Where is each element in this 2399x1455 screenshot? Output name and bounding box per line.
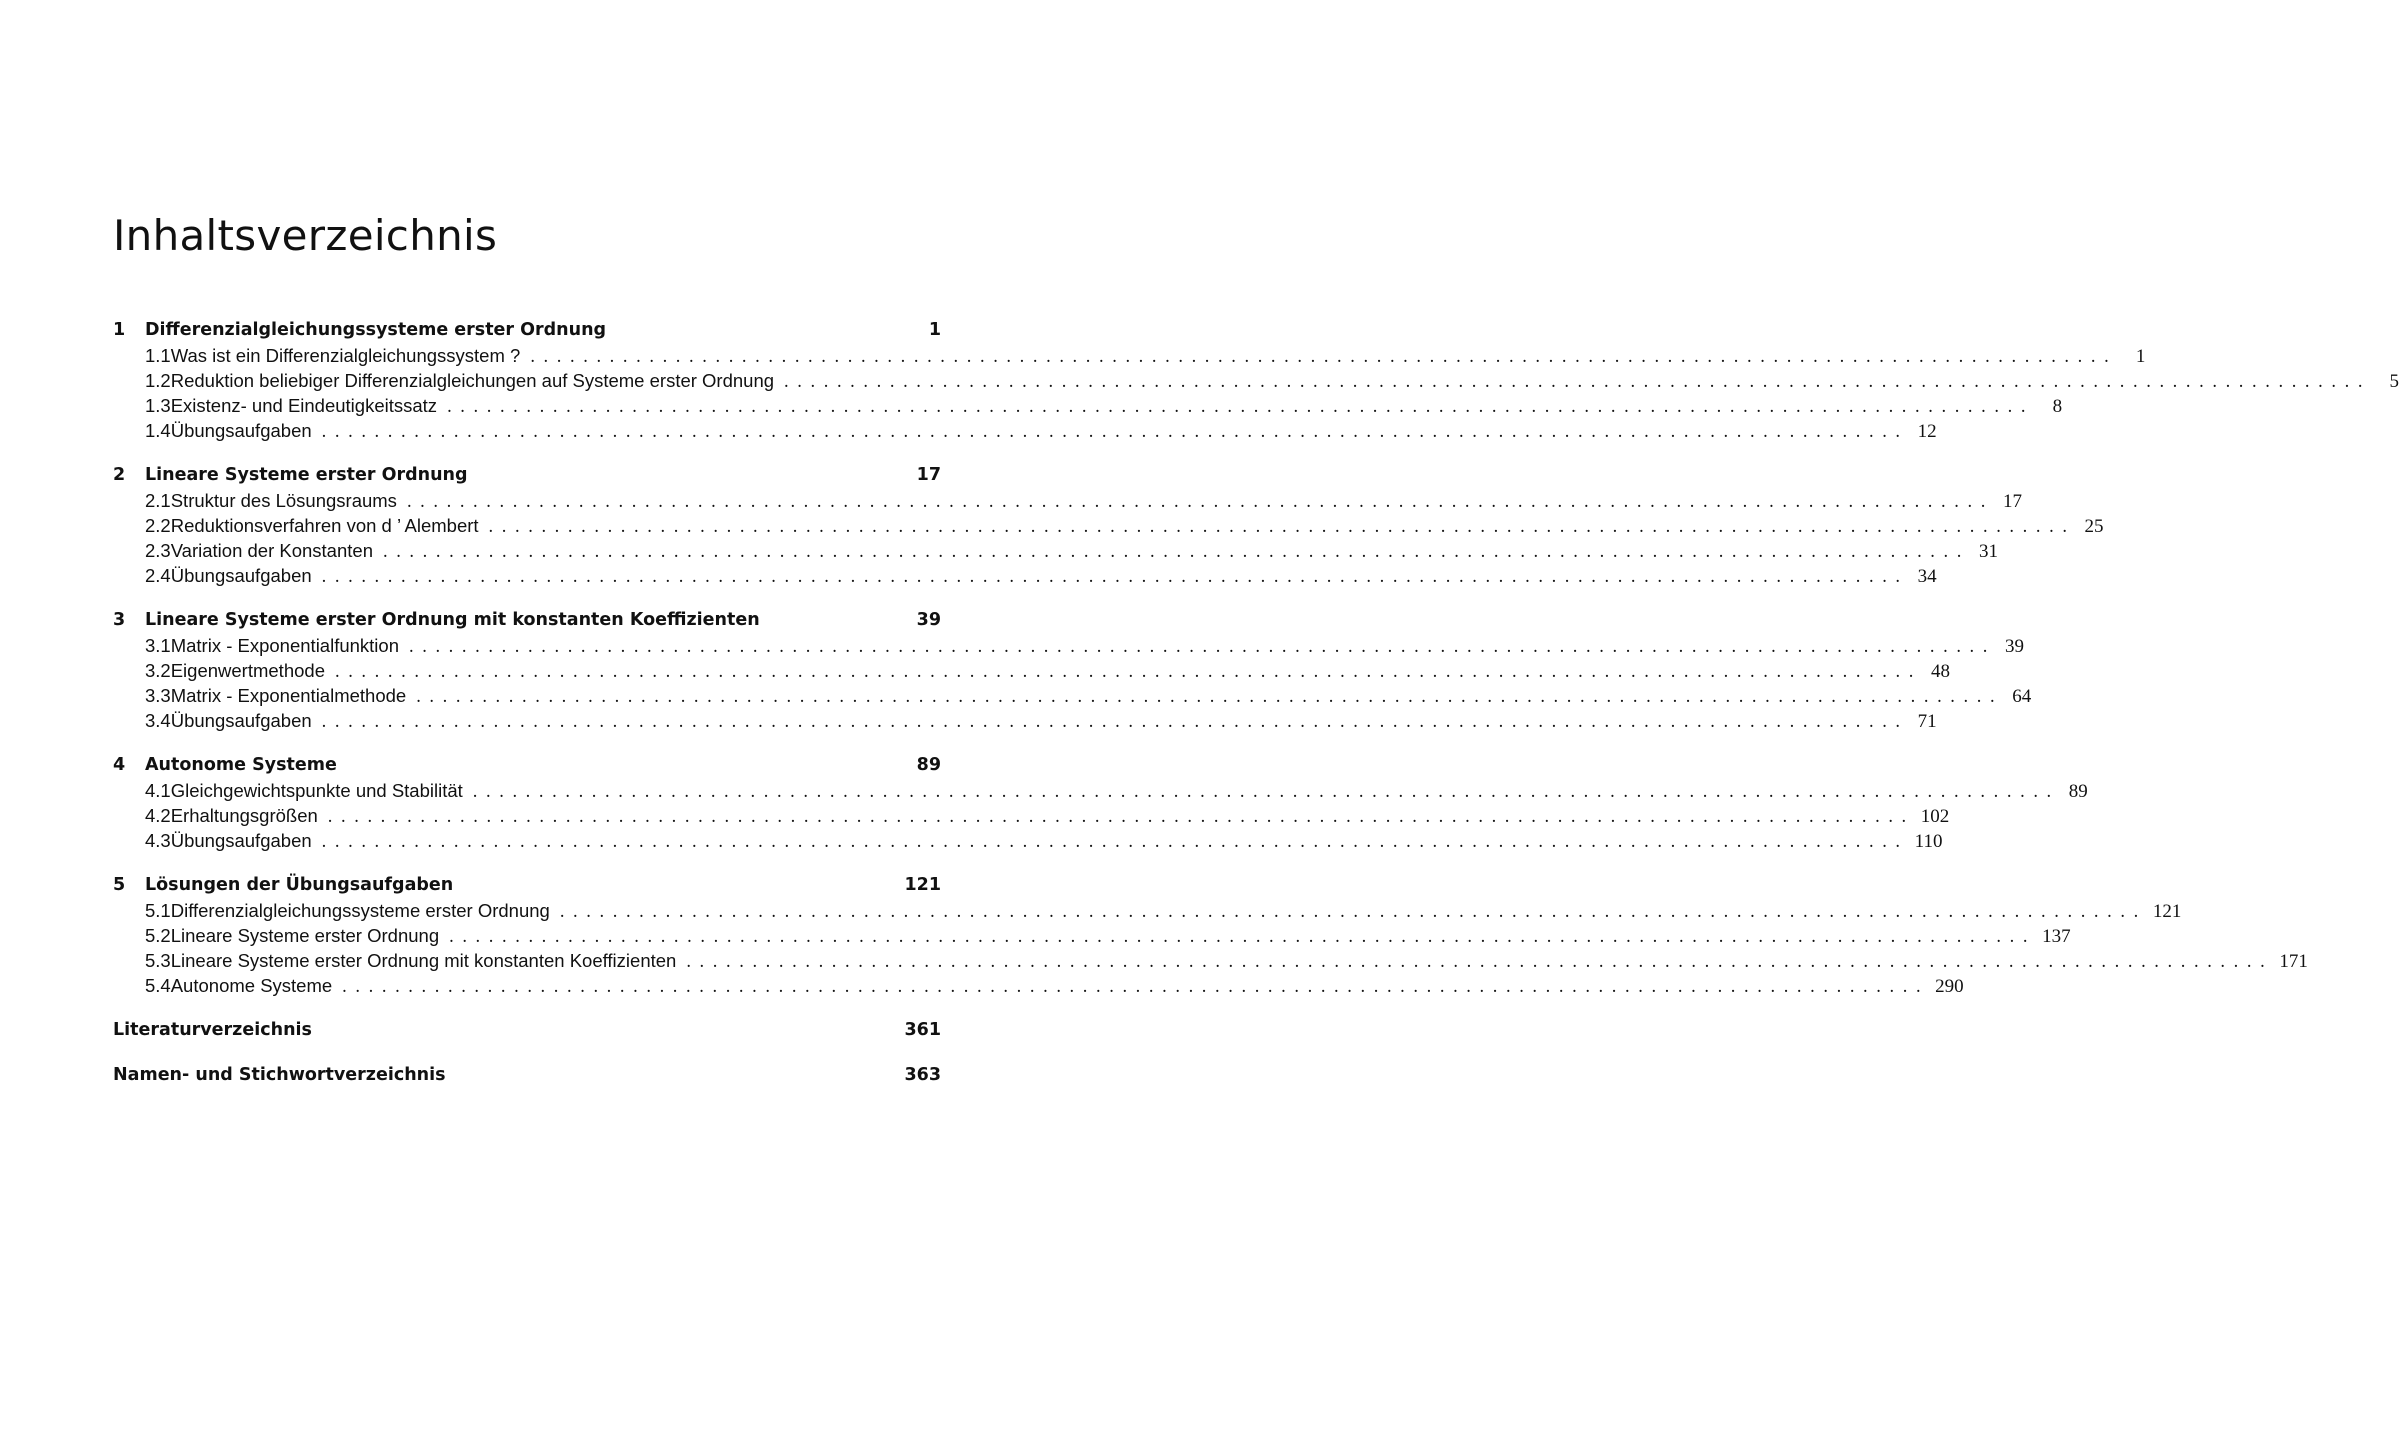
dot-leader: ........................................................................................................................ bbox=[321, 422, 1909, 442]
section-number: 4.1 bbox=[145, 780, 171, 801]
entry-title: Namen- und Stichwortverzeichnis bbox=[113, 1065, 446, 1085]
dot-leader: ........................................................................................................................ bbox=[406, 492, 1994, 512]
toc-section[interactable] bbox=[113, 368, 2399, 393]
dot-leader: ........................................................................................................................ bbox=[409, 637, 1996, 657]
section-number: 3.3 bbox=[145, 685, 171, 706]
section-number: 1.1 bbox=[145, 345, 171, 366]
toc-section[interactable] bbox=[113, 898, 2182, 923]
section-page: 89 bbox=[2068, 781, 2088, 802]
chapter-page: 17 bbox=[916, 465, 941, 485]
section-page: 39 bbox=[2005, 636, 2024, 657]
dot-leader: ........................................................................................................................ bbox=[447, 397, 2035, 417]
section-page: 17 bbox=[2002, 491, 2022, 512]
toc-entry-index[interactable] bbox=[113, 1063, 941, 1088]
section-number: 5.2 bbox=[145, 925, 171, 946]
chapter-5 bbox=[113, 873, 2308, 998]
section-number: 3.2 bbox=[145, 660, 171, 681]
dot-leader: ........................................................................................................................ bbox=[559, 902, 2147, 922]
toc-section[interactable] bbox=[113, 343, 2146, 368]
toc-section[interactable] bbox=[113, 683, 2032, 708]
section-page: 5 bbox=[2389, 371, 2399, 392]
chapter-number: 4 bbox=[113, 755, 126, 775]
dot-leader: ........................................................................................................................ bbox=[784, 372, 2372, 392]
chapter-title: Lösungen der Übungsaufgaben bbox=[145, 875, 454, 895]
section-title: Struktur des Lösungsraums bbox=[170, 490, 397, 511]
section-title: Matrix - Exponentialfunktion bbox=[170, 635, 399, 656]
chapter-title: Autonome Systeme bbox=[145, 755, 337, 775]
dot-leader: ........................................................................................................................ bbox=[449, 927, 2037, 947]
section-page: 290 bbox=[1935, 976, 1964, 997]
chapter-1 bbox=[113, 318, 2399, 443]
section-title: Übungsaufgaben bbox=[170, 830, 312, 851]
section-page: 110 bbox=[1914, 831, 1943, 852]
toc-section[interactable] bbox=[113, 778, 2088, 803]
section-title: Erhaltungsgrößen bbox=[170, 805, 318, 826]
chapter-4 bbox=[113, 753, 2088, 853]
section-title: Lineare Systeme erster Ordnung bbox=[170, 925, 440, 946]
toc-section[interactable] bbox=[113, 633, 2024, 658]
section-title: Übungsaufgaben bbox=[170, 420, 312, 441]
dot-leader: ........................................................................................................................ bbox=[321, 567, 1909, 587]
chapter-heading[interactable] bbox=[113, 463, 941, 488]
section-page: 71 bbox=[1917, 711, 1937, 732]
section-title: Matrix - Exponentialmethode bbox=[170, 685, 407, 706]
dot-leader: ........................................................................................................................ bbox=[327, 807, 1915, 827]
toc-section[interactable] bbox=[113, 828, 1943, 853]
chapter-title: Lineare Systeme erster Ordnung mit konstanten Koeffizienten bbox=[145, 610, 760, 630]
section-page: 102 bbox=[1920, 806, 1950, 827]
section-title: Variation der Konstanten bbox=[170, 540, 373, 561]
section-number: 2.3 bbox=[145, 540, 171, 561]
dot-leader: ........................................................................................................................ bbox=[530, 347, 2118, 367]
section-number: 5.4 bbox=[145, 975, 171, 996]
section-title: Lineare Systeme erster Ordnung mit konstanten Koeffizienten bbox=[170, 950, 677, 971]
chapter-heading[interactable] bbox=[113, 873, 941, 898]
dot-leader: ........................................................................................................................ bbox=[321, 832, 1909, 852]
chapter-number: 5 bbox=[113, 875, 126, 895]
section-page: 25 bbox=[2084, 516, 2104, 537]
chapter-heading[interactable] bbox=[113, 318, 941, 343]
dot-leader: ........................................................................................................................ bbox=[382, 542, 1970, 562]
chapter-heading[interactable] bbox=[113, 753, 941, 778]
entry-page: 363 bbox=[904, 1065, 941, 1085]
dot-leader: ........................................................................................................................ bbox=[334, 662, 1922, 682]
chapter-number: 2 bbox=[113, 465, 126, 485]
toc-section[interactable] bbox=[113, 488, 2022, 513]
section-title: Eigenwertmethode bbox=[170, 660, 325, 681]
section-number: 5.3 bbox=[145, 950, 171, 971]
chapter-page: 1 bbox=[928, 320, 941, 340]
toc-section[interactable] bbox=[113, 708, 1937, 733]
section-page: 171 bbox=[2279, 951, 2308, 972]
section-number: 4.3 bbox=[145, 830, 171, 851]
section-title: Autonome Systeme bbox=[170, 975, 333, 996]
section-page: 1 bbox=[2135, 346, 2146, 367]
section-number: 5.1 bbox=[145, 900, 171, 921]
section-title: Reduktion beliebiger Differenzialgleichungen auf Systeme erster Ordnung bbox=[170, 370, 775, 391]
toc-section[interactable] bbox=[113, 513, 2104, 538]
section-page: 121 bbox=[2152, 901, 2182, 922]
dot-leader: ........................................................................................................................ bbox=[472, 782, 2060, 802]
toc-section[interactable] bbox=[113, 538, 1998, 563]
section-number: 2.2 bbox=[145, 515, 171, 536]
section-number: 1.3 bbox=[145, 395, 171, 416]
dot-leader: ........................................................................................................................ bbox=[321, 712, 1909, 732]
dot-leader: ........................................................................................................................ bbox=[488, 517, 2076, 537]
chapter-page: 89 bbox=[916, 755, 941, 775]
section-page: 31 bbox=[1978, 541, 1998, 562]
section-title: Was ist ein Differenzialgleichungssystem ? bbox=[170, 345, 521, 366]
section-title: Übungsaufgaben bbox=[170, 710, 312, 731]
section-number: 1.4 bbox=[145, 420, 171, 441]
toc-section[interactable] bbox=[113, 973, 1964, 998]
chapter-title: Lineare Systeme erster Ordnung bbox=[145, 465, 468, 485]
toc-section[interactable] bbox=[113, 948, 2308, 973]
section-number: 2.4 bbox=[145, 565, 171, 586]
chapter-3 bbox=[113, 608, 2032, 733]
section-title: Reduktionsverfahren von d ’ Alembert bbox=[170, 515, 479, 536]
chapter-heading[interactable] bbox=[113, 608, 941, 633]
section-number: 2.1 bbox=[145, 490, 171, 511]
section-title: Gleichgewichtspunkte und Stabilität bbox=[170, 780, 463, 801]
dot-leader: ........................................................................................................................ bbox=[342, 977, 1930, 997]
toc-section[interactable] bbox=[113, 393, 2063, 418]
dot-leader: ........................................................................................................................ bbox=[416, 687, 2004, 707]
toc-section[interactable] bbox=[113, 923, 2071, 948]
entry-page: 361 bbox=[904, 1020, 941, 1040]
section-page: 137 bbox=[2042, 926, 2071, 947]
section-title: Differenzialgleichungssysteme erster Ordnung bbox=[170, 900, 550, 921]
section-title: Übungsaufgaben bbox=[170, 565, 312, 586]
dot-leader: ........................................................................................................................ bbox=[686, 952, 2274, 972]
section-page: 34 bbox=[1917, 566, 1937, 587]
section-page: 8 bbox=[2052, 396, 2063, 417]
chapter-number: 3 bbox=[113, 610, 126, 630]
toc-section[interactable] bbox=[113, 658, 1950, 683]
section-title: Existenz- und Eindeutigkeitssatz bbox=[170, 395, 438, 416]
chapter-2 bbox=[113, 463, 2104, 588]
toc-section[interactable] bbox=[113, 418, 1937, 443]
toc-entry-bibliography[interactable] bbox=[113, 1018, 941, 1043]
section-page: 12 bbox=[1917, 421, 1937, 442]
entry-title: Literaturverzeichnis bbox=[113, 1020, 312, 1040]
chapter-page: 121 bbox=[904, 875, 941, 895]
section-page: 64 bbox=[2012, 686, 2032, 707]
section-number: 3.1 bbox=[145, 635, 171, 656]
chapter-page: 39 bbox=[916, 610, 941, 630]
chapter-title: Differenzialgleichungssysteme erster Ordnung bbox=[145, 320, 607, 340]
section-number: 4.2 bbox=[145, 805, 171, 826]
section-number: 1.2 bbox=[145, 370, 171, 391]
section-page: 48 bbox=[1930, 661, 1950, 682]
table-of-contents bbox=[113, 318, 2399, 1108]
section-number: 3.4 bbox=[145, 710, 171, 731]
chapter-number: 1 bbox=[113, 320, 126, 340]
page-title: Inhaltsverzeichnis bbox=[113, 211, 498, 260]
toc-section[interactable] bbox=[113, 563, 1937, 588]
toc-section[interactable] bbox=[113, 803, 1950, 828]
